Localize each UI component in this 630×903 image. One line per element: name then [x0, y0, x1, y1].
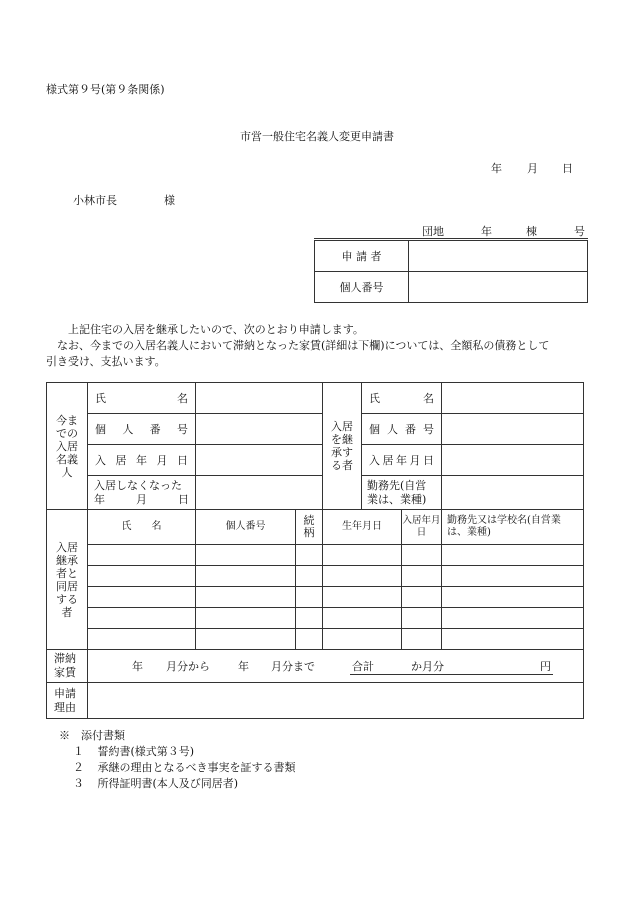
- cohab-cell[interactable]: [323, 608, 402, 629]
- date-day-label: 日: [562, 162, 573, 175]
- prev-id-label: 個 人 番 号: [88, 414, 196, 445]
- cohab-cell[interactable]: [323, 566, 402, 587]
- prev-move-out-day: 日: [178, 492, 189, 506]
- attachment-item-2: ２ 承継の理由となるべき事実を証する書類: [73, 761, 296, 774]
- successor-section: [323, 383, 362, 510]
- successor-label: 入居を継承する者: [331, 420, 353, 472]
- reason-input[interactable]: [88, 683, 584, 719]
- cohab-cell[interactable]: [442, 566, 584, 587]
- succ-id-label: 個 人 番 号: [362, 414, 442, 445]
- prev-move-in-label: 入 居 年 月 日: [88, 445, 196, 476]
- cohab-header-workplace: 勤務先又は学校名(自営業は、業種): [442, 510, 584, 545]
- arrears-yen: 円: [540, 659, 551, 673]
- prev-move-out-line1: 入居しなくなった: [94, 478, 182, 492]
- applicant-id-label: 個人番号: [315, 272, 409, 303]
- applicant-table: [314, 240, 588, 303]
- prev-name-input[interactable]: [196, 383, 323, 414]
- date-month-label: 月: [527, 162, 538, 175]
- arrears-month-from: 月分から: [166, 659, 210, 673]
- table-row: [47, 545, 584, 566]
- cohab-cell[interactable]: [296, 608, 323, 629]
- cohab-cell[interactable]: [442, 587, 584, 608]
- building-label: 棟: [526, 225, 537, 238]
- cohab-cell[interactable]: [442, 608, 584, 629]
- cohab-cell[interactable]: [402, 566, 442, 587]
- cohab-cell[interactable]: [296, 587, 323, 608]
- table-row: [47, 566, 584, 587]
- applicant-label: 申 請 者: [315, 241, 409, 272]
- prev-move-in-input[interactable]: [196, 445, 323, 476]
- table-row: [47, 587, 584, 608]
- cohab-cell[interactable]: [296, 566, 323, 587]
- cohab-header-birth: 生年月日: [323, 510, 402, 545]
- arrears-months: か月分: [411, 659, 444, 673]
- cohab-cell[interactable]: [402, 608, 442, 629]
- cohabitants-section: [47, 510, 88, 650]
- cohab-cell[interactable]: [88, 566, 196, 587]
- reason-label: 申請理由: [54, 686, 76, 714]
- succ-name-label: 氏 名: [362, 383, 442, 414]
- cohab-header-relationship: 続柄: [296, 510, 323, 545]
- arrears-year-to: 年: [238, 659, 249, 673]
- cohab-cell[interactable]: [402, 545, 442, 566]
- applicant-id-input[interactable]: [409, 272, 588, 303]
- prev-move-out-label: [88, 476, 196, 510]
- cohab-header-move-in: 入居年月日: [402, 510, 442, 545]
- prev-id-input[interactable]: [196, 414, 323, 445]
- cohab-cell[interactable]: [88, 545, 196, 566]
- arrears-underline: [350, 674, 553, 675]
- cohab-cell[interactable]: [323, 587, 402, 608]
- succ-move-in-label: 入 居 年 月 日: [362, 445, 442, 476]
- danchi-label: 団地: [422, 225, 444, 238]
- arrears-content: [88, 650, 584, 683]
- cohab-cell[interactable]: [402, 629, 442, 650]
- applicant-input[interactable]: [409, 241, 588, 272]
- cohab-cell[interactable]: [296, 629, 323, 650]
- statement-line-3: 引き受け、支払います。: [46, 355, 166, 368]
- cohab-cell[interactable]: [442, 545, 584, 566]
- arrears-total: 合計: [352, 659, 374, 673]
- main-table: [46, 382, 584, 719]
- statement-line-1: 上記住宅の入居を継承したいので、次のとおり申請します。: [68, 323, 364, 336]
- reason-label-cell: [47, 683, 88, 719]
- room-number-label: 号: [574, 225, 585, 238]
- prev-move-out-month: 月: [136, 492, 147, 506]
- cohab-cell[interactable]: [88, 608, 196, 629]
- table-row: [47, 629, 584, 650]
- prev-name-label: 氏 名: [88, 383, 196, 414]
- form-number: 様式第９号(第９条関係): [46, 83, 165, 96]
- cohab-cell[interactable]: [442, 629, 584, 650]
- address-underline: [314, 238, 588, 239]
- cohab-cell[interactable]: [323, 629, 402, 650]
- cohab-cell[interactable]: [196, 608, 296, 629]
- succ-move-in-input[interactable]: [442, 445, 584, 476]
- cohab-cell[interactable]: [196, 566, 296, 587]
- address-year-label: 年: [481, 225, 492, 238]
- addressee-name: 小林市長: [73, 194, 117, 207]
- previous-tenant-section: [47, 383, 88, 510]
- arrears-year-from: 年: [132, 659, 143, 673]
- cohab-cell[interactable]: [196, 545, 296, 566]
- addressee-honorific: 様: [164, 194, 175, 207]
- page-title: 市営一般住宅名義人変更申請書: [240, 130, 394, 143]
- cohab-cell[interactable]: [323, 545, 402, 566]
- cohab-cell[interactable]: [196, 587, 296, 608]
- cohab-cell[interactable]: [402, 587, 442, 608]
- attachments-heading: ※ 添付書類: [59, 729, 125, 742]
- succ-name-input[interactable]: [442, 383, 584, 414]
- prev-move-out-year: 年: [94, 492, 105, 506]
- attachment-item-1: １ 誓約書(様式第３号): [73, 745, 195, 758]
- prev-move-out-input[interactable]: [196, 476, 323, 510]
- previous-tenant-label: 今までの入居名義人: [56, 413, 78, 479]
- date-year-label: 年: [491, 162, 502, 175]
- cohab-cell[interactable]: [196, 629, 296, 650]
- cohabitants-label: 入居継承者と同居する者: [56, 540, 78, 619]
- statement-line-2: なお、今までの入居名義人において滞納となった家賃(詳細は下欄)については、全額私の債務として: [57, 339, 550, 352]
- cohab-header-name: 氏 名: [88, 510, 196, 545]
- succ-workplace-label: 勤務先(自営業は、業種): [362, 476, 442, 510]
- cohab-cell[interactable]: [88, 629, 196, 650]
- arrears-label: 滞納家賃: [54, 652, 76, 679]
- attachment-item-3: ３ 所得証明書(本人及び同居者): [73, 777, 239, 790]
- succ-workplace-input[interactable]: [442, 476, 584, 510]
- cohab-cell[interactable]: [296, 545, 323, 566]
- arrears-month-to: 月分まで: [271, 659, 315, 673]
- table-row: [47, 608, 584, 629]
- arrears-label-cell: [47, 650, 88, 683]
- succ-id-input[interactable]: [442, 414, 584, 445]
- cohab-cell[interactable]: [88, 587, 196, 608]
- cohab-header-id: 個人番号: [196, 510, 296, 545]
